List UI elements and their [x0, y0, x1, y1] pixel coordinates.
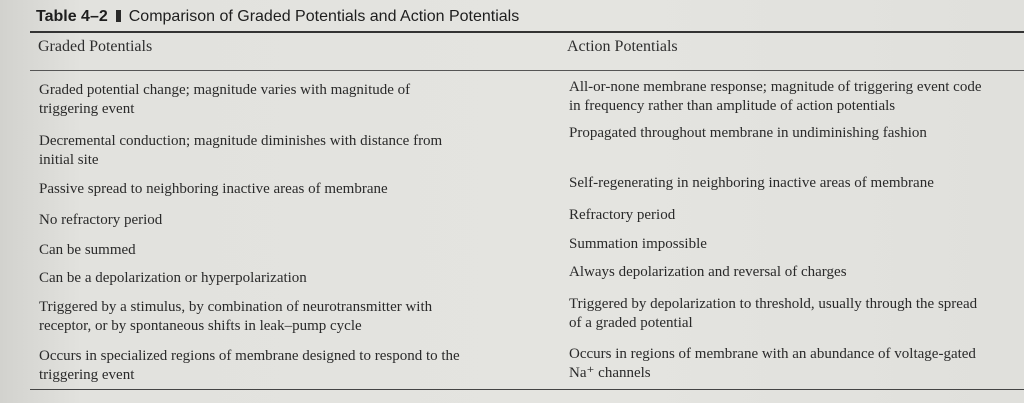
header-graded-potentials: Graded Potentials — [38, 38, 153, 55]
graded-cell: Can be summed — [39, 242, 136, 258]
table-number: Table 4–2 — [36, 8, 108, 25]
action-cell: Triggered by depolarization to threshold, usually through the spread of a graded potential — [569, 296, 978, 331]
action-cell: Propagated throughout membrane in undiminishing fashion — [569, 125, 927, 141]
table-title: Comparison of Graded Potentials and Action Potentials — [128, 8, 520, 25]
caption-bullet-icon — [116, 10, 121, 22]
graded-cell: Occurs in specialized regions of membrane designed to respond to the triggering event — [39, 348, 460, 383]
action-cell: Occurs in regions of membrane with an abundance of voltage-gated Na⁺ channels — [569, 346, 976, 381]
header-action-potentials: Action Potentials — [567, 38, 678, 55]
header-rule — [30, 70, 1024, 71]
table-caption — [36, 8, 519, 26]
top-rule — [30, 31, 1024, 33]
graded-cell: Passive spread to neighboring inactive areas of membrane — [39, 181, 388, 197]
graded-cell: Graded potential change; magnitude varies with magnitude of triggering event — [39, 82, 411, 117]
graded-cell: No refractory period — [39, 212, 163, 228]
bottom-rule — [30, 389, 1024, 390]
action-cell: Always depolarization and reversal of charges — [569, 264, 847, 280]
graded-cell: Triggered by a stimulus, by combination of neurotransmitter with receptor, or by spontaneous shifts in leak–pump cycle — [39, 299, 433, 334]
action-cell: Refractory period — [569, 207, 676, 223]
action-cell: Self-regenerating in neighboring inactive areas of membrane — [569, 175, 934, 191]
action-cell: All-or-none membrane response; magnitude of triggering event code in frequency rather than amplitude of action potentials — [569, 79, 982, 114]
graded-cell: Can be a depolarization or hyperpolarization — [39, 270, 307, 286]
action-cell: Summation impossible — [569, 236, 707, 252]
graded-cell: Decremental conduction; magnitude diminishes with distance from initial site — [39, 133, 443, 168]
